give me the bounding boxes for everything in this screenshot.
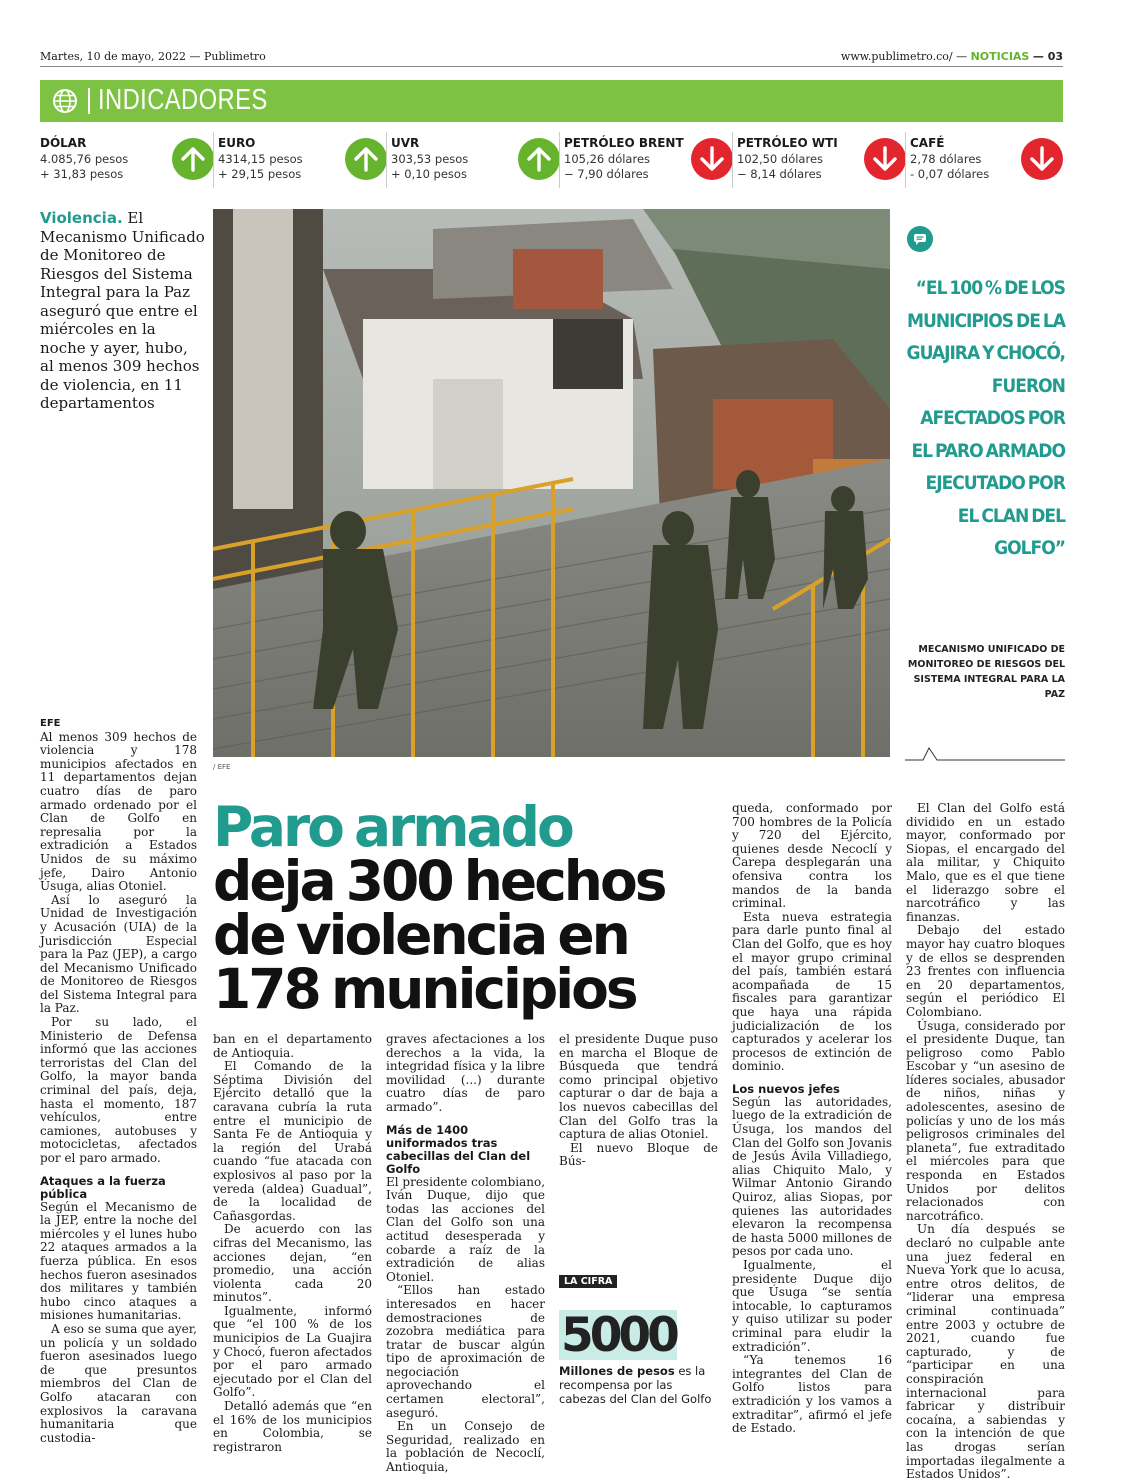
indicator-value: 4.085,76 pesos — [40, 152, 129, 166]
lead-paragraph — [40, 209, 205, 413]
cifra-desc-bold: Millones de pesos — [559, 1364, 675, 1378]
indicator-value: 102,50 dólares — [737, 152, 824, 166]
section-info — [841, 50, 1063, 63]
date-publication: Martes, 10 de mayo, 2022 — Publimetro — [40, 50, 266, 63]
paragraph: Igualmente, informó que “el 100 % de los municipios de La Guajira y Chocó, fueron afectados por el paro armado ejecutado por el Clan del Golfo”. — [213, 1303, 372, 1400]
subheading: Ataques a la fuerza pública — [40, 1173, 166, 1201]
indicator-cafe — [905, 132, 1063, 188]
paragraph: Por su lado, el Ministerio de Defensa informó que las acciones terroristas del Clan del Golfo, la mayor banda criminal del país, deja, hasta el momento, 187 vehículos, entre camiones, autobuses y motocicletas, afectados por el paro armado. — [40, 1015, 197, 1165]
article-column-5 — [732, 802, 892, 1436]
cifra-description — [559, 1364, 719, 1406]
paragraph: Según las autoridades, luego de la extradición de Úsuga, los mandos del Clan del Golfo son Jovanis de Jesús Ávila Villadiego, alias Chiquito Malo, y Wilmar Antonio Girando Quiroz, alias Siopas, por quienes las autoridades elevaron la recompensa de hasta 5000 millones de pesos por cada uno. — [732, 1094, 892, 1259]
paragraph: Esta nueva estrategia para darle punto final al Clan del Golfo, que es hoy el mayor grupo criminal del país, también estará acompañada de 15 fiscales para garantizar que haya una rápida judicialización de los capturados y acelerar los procesos de extinción de dominio. — [732, 909, 892, 1074]
paragraph: Debajo del estado mayor hay cuatro bloques y de ellos se desprenden 23 frentes con influencia en 20 departamentos, según el periódico El Colombiano. — [906, 923, 1065, 1019]
paragraph: El presidente colombiano, Iván Duque, dijo que todas las acciones del Clan del Golfo son una actitud desesperada y cobarde a raíz de la extradición de alias Otoniel. — [386, 1174, 546, 1284]
speech-bubble-icon — [907, 226, 933, 252]
paragraph: Según el Mecanismo de la JEP, entre la noche del miércoles y el lunes hubo 22 ataques armados a la fuerza pública. En esos hechos fueron asesinados dos militares y también hubo cinco ataques a misiones humanitarias. — [40, 1199, 197, 1323]
cifra-label: LA CIFRA — [559, 1275, 617, 1288]
arrow-up-icon — [518, 138, 560, 180]
article-column-1 — [40, 717, 197, 1445]
article-column-6 — [906, 802, 1065, 1482]
soldiers-photo-illustration — [213, 209, 890, 757]
indicator-value: 303,53 pesos — [391, 152, 469, 166]
arrow-up-icon — [345, 138, 387, 180]
indicator-value: 4314,15 pesos — [218, 152, 303, 166]
byline: EFE — [40, 718, 61, 729]
subheading: Más de 1400 uniformados tras cabecillas del Clan del Golfo — [386, 1122, 531, 1176]
paragraph: “Ya tenemos 16 integrantes del Clan de Golfo listos para extradición y los vamos a extraditar”, afirmó el jefe de Estado. — [732, 1353, 892, 1436]
article-column-3 — [386, 1033, 545, 1475]
indicators-banner — [40, 80, 1063, 122]
arrow-down-icon — [1021, 138, 1063, 180]
headline-line2: deja 300 hechos de violencia en 178 municipios — [213, 849, 665, 1021]
indicator-uvr — [386, 132, 560, 188]
indicator-change: + 0,10 pesos — [391, 167, 467, 181]
paragraph: Al menos 309 hechos de violencia y 178 municipios afectados en 11 departamentos dejan cuatro días de paro armado ordenado por el Clan de Golfo en represalia por la extradición a Estados Unidos de su máximo jefe, Dairo Antonio Úsuga, alias Otoniel. — [40, 729, 197, 894]
paragraph: El nuevo Bloque de Bús- — [559, 1140, 718, 1169]
photo-credit: / EFE — [213, 763, 231, 771]
indicators-row — [40, 132, 1063, 188]
quote-divider — [905, 742, 1065, 762]
article-column-4 — [559, 1033, 718, 1169]
indicator-change: − 7,90 dólares — [564, 167, 649, 181]
page-header — [40, 50, 1063, 66]
section-name: NOTICIAS — [970, 50, 1030, 63]
globe-icon — [52, 88, 78, 114]
indicator-change: + 31,83 pesos — [40, 167, 124, 181]
page-number: — 03 — [1032, 50, 1063, 63]
cifra-number-box — [559, 1308, 677, 1363]
paragraph: “Ellos han estado interesados en hacer demostraciones de zozobra mediática para tratar de buscar algún tipo de aproximación de negociación aprovechando el certamen electoral”, aseguró. — [386, 1283, 545, 1420]
paragraph: Úsuga, considerado por el presidente Duque, tan peligroso como Pablo Escobar y “un asesino de líderes sociales, abusador de niños, niñas y adolescentes, asesino de policías y uno de los más peligrosos criminales del planeta”, fue extraditado el miércoles para que responda en Estados Unidos por delitos relacionados con narcotráfico. — [906, 1018, 1065, 1223]
paragraph: Un día después se declaró no culpable ante una juez federal en Nueva York que lo acusa, entre otros delitos, de “liderar una empresa criminal continuada” entre 2003 y octubre de 2021, cuando fue capturado, y de “participar en una conspiración internacional para fabricar y distribuir cocaína, a sabiendas y con la intención de que las drogas serían importadas ilegalmente a Estados Unidos”. — [906, 1222, 1065, 1482]
article-column-2 — [213, 1033, 372, 1454]
site-url: www.publimetro.co/ — — [840, 50, 968, 63]
headline — [213, 795, 723, 1021]
indicator-euro — [213, 132, 387, 188]
paragraph: queda, conformado por 700 hombres de la Policía y 720 del Ejército, quienes desde Necoclí y Carepa desplegarán una ofensiva contra los mandos de la banda criminal. — [732, 801, 892, 911]
paragraph: En un Consejo de Seguridad, realizado en la población de Necoclí, Antioquia, — [386, 1419, 545, 1475]
indicator-name: CAFÉ — [910, 136, 945, 150]
indicator-dolar — [40, 132, 214, 188]
lead-text: El Mecanismo Unificado de Monitoreo de Riesgos del Sistema Integral para la Paz aseguró que entre el miércoles en la noche y ayer, hubo, al menos 309 hechos de violencia, en 11 departamentos — [40, 209, 205, 412]
pull-quote: “EL 100 % DE LOS MUNICIPIOS DE LA GUAJIRA Y CHOCÓ, FUERON AFECTADOS POR EL PARO ARMADO EJECUTADO POR EL CLAN DEL GOLFO” — [906, 277, 1065, 559]
pull-quote-source: MECANISMO UNIFICADO DE MONITOREO DE RIESGOS DEL SISTEMA INTEGRAL PARA LA PAZ — [907, 644, 1065, 700]
banner-title: INDICADORES — [98, 84, 268, 116]
indicator-value: 105,26 dólares — [564, 152, 651, 166]
paragraph: De acuerdo con las cifras del Mecanismo, las acciones dejan, “en promedio, una acción violenta cada 20 minutos”. — [213, 1222, 372, 1305]
paragraph: Detalló además que “en el 16% de los municipios en Colombia, se registraron — [213, 1399, 372, 1454]
indicator-change: + 29,15 pesos — [218, 167, 302, 181]
paragraph: El Clan del Golfo está dividido en un estado mayor, conformado por Siopas, el encargado del ala militar, y Chiquito Malo, que es el que tiene el liderazgo sobre el narcotráfico y las finanzas. — [906, 801, 1065, 924]
paragraph: Así lo aseguró la Unidad de Investigación y Acusación (UIA) de la Jurisdicción Especial para la Paz (JEP), a cargo del Mecanismo Unificado de Monitoreo de Riesgos del Sistema Integral para la Paz. — [40, 892, 197, 1016]
arrow-down-icon — [691, 138, 733, 180]
indicator-petroleo-brent — [559, 132, 733, 188]
indicator-change: - 0,07 dólares — [910, 167, 990, 181]
paragraph: A eso se suma que ayer, un policía y un soldado fueron asesinados luego de que presuntos miembros del Clan de Golfo atacaran con explosivos la caravana humanitaria que custodia- — [40, 1321, 197, 1445]
headline-line1: Paro armado — [213, 795, 572, 859]
indicator-name: PETRÓLEO BRENT — [564, 136, 684, 150]
indicator-value: 2,78 dólares — [910, 152, 982, 166]
paragraph: El Comando de la Séptima División del Ejército detalló que la caravana cubría la ruta entre el municipio de Santa Fe de Antioquia y la región del Urabá cuando “fue atacada con explosivos al paso por la vereda (aldea) Guadual”, de la localidad de Cañasgordas. — [213, 1059, 372, 1223]
arrow-down-icon — [864, 138, 906, 180]
arrow-up-icon — [172, 138, 214, 180]
paragraph: Igualmente, el presidente Duque dijo que Úsuga “se sentía intocable, lo capturamos y quiso utilizar su poder criminal para eludir la extradición”. — [732, 1258, 892, 1354]
paragraph: graves afectaciones a los derechos a la vida, la integridad física y la libre movilidad (...) durante cuatro días de paro armado”. — [386, 1032, 545, 1114]
lead-kicker: Violencia. — [40, 209, 123, 227]
cifra-desc-rest: es la recompensa por las cabezas del Clan del Golfo — [559, 1364, 712, 1406]
indicator-name: UVR — [391, 136, 420, 150]
paragraph: el presidente Duque puso en marcha el Bloque de Búsqueda que tendrá como principal objetivo capturar o dar de baja a los nuevos cabecillas del Clan del Golfo tras la captura de alias Otoniel. — [559, 1032, 718, 1142]
cifra-number: 5000 — [561, 1308, 676, 1363]
subheading: Los nuevos jefes — [732, 1081, 840, 1096]
indicator-name: DÓLAR — [40, 136, 87, 150]
indicator-name: EURO — [218, 136, 256, 150]
indicator-petroleo-wti — [732, 132, 906, 188]
header-rule — [40, 66, 1063, 67]
news-photo — [213, 209, 890, 757]
paragraph: ban en el departamento de Antioquia. — [213, 1032, 372, 1060]
banner-separator — [88, 88, 90, 114]
indicator-name: PETRÓLEO WTI — [737, 136, 838, 150]
indicator-change: − 8,14 dólares — [737, 167, 822, 181]
